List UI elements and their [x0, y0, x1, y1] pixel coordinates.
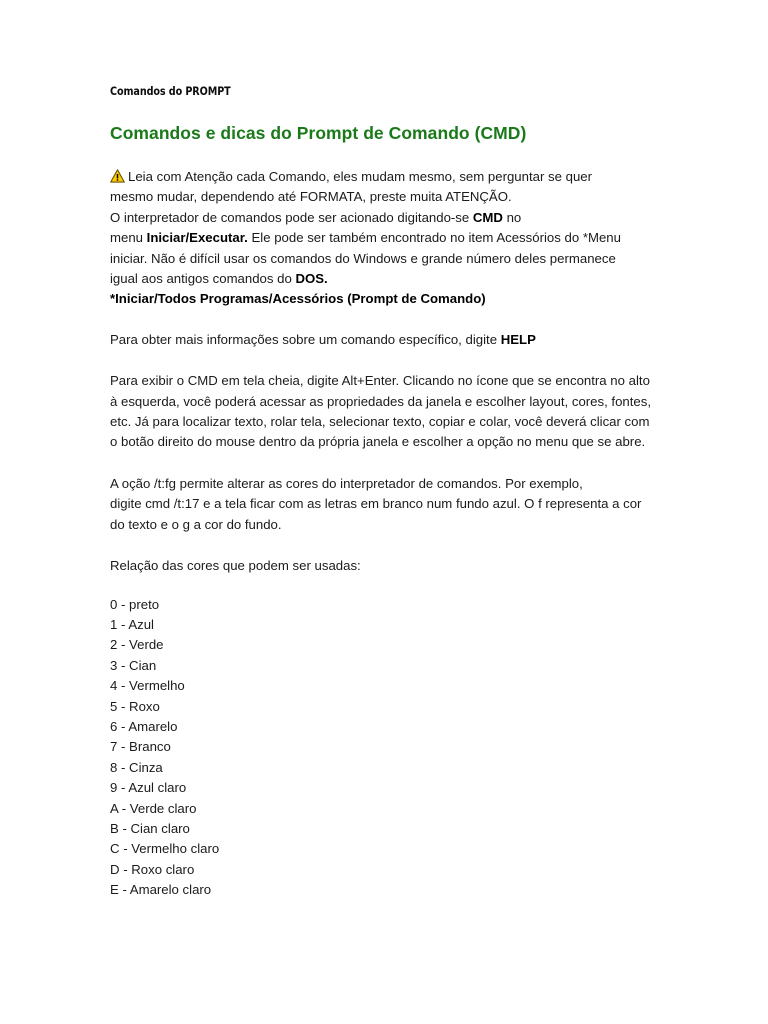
help-paragraph	[110, 330, 655, 350]
intro-line-1: Leia com Atenção cada Comando, eles mudam mesmo, sem perguntar se quer	[128, 169, 593, 184]
list-item: 3 - Cian	[110, 657, 157, 673]
list-item: B - Cian claro	[110, 820, 190, 836]
page-title: Comandos e dicas do Prompt de Comando (CMD)	[110, 123, 527, 143]
tfg-paragraph	[110, 474, 655, 535]
intro-line-4-a: menu	[110, 230, 147, 246]
cmd-bold: CMD	[472, 209, 503, 225]
intro-paragraph	[110, 167, 655, 289]
document-content	[110, 84, 655, 901]
fullscreen-paragraph: Para exibir o CMD em tela cheia, digite Alt+Enter. Clicando no ícone que se encontra no alto à esquerda, você poderá acessar as propriedades da janela e escolher layout, cores, fontes, etc. Já para localizar texto, rolar tela, selecionar texto, copiar e colar, você deverá clicar com o botão direito do mouse dentro da própria janela e escolher a opção no menu que se abre.	[110, 373, 652, 450]
help-bold: HELP	[500, 331, 536, 347]
color-list-intro: Relação das cores que podem ser usadas:	[110, 558, 361, 574]
intro-line-2: mesmo mudar, dependendo até FORMATA, preste muita ATENÇÃO.	[110, 189, 512, 205]
list-item: E - Amarelo claro	[110, 882, 212, 898]
tfg-line-3: do texto e o g a cor do fundo.	[110, 516, 282, 532]
intro-line-4-b: Ele pode ser também encontrado no item Acessórios do *Menu	[247, 230, 621, 246]
list-item: A - Verde claro	[110, 800, 197, 816]
intro-line-3-b: no	[502, 209, 522, 225]
list-item: 0 - preto	[110, 596, 160, 612]
intro-line-3-a: O interpretador de comandos pode ser acionado digitando-se	[110, 209, 473, 225]
iniciar-executar-bold: Iniciar/Executar.	[146, 230, 248, 246]
help-text: Para obter mais informações sobre um comando específico, digite	[110, 331, 501, 347]
color-code-list	[110, 595, 655, 901]
document-title: Comandos do PROMPT	[110, 84, 231, 98]
list-item: 1 - Azul	[110, 616, 154, 632]
list-item: 4 - Vermelho	[110, 678, 185, 694]
list-item: D - Roxo claro	[110, 861, 195, 877]
list-item: 7 - Branco	[110, 739, 171, 755]
section-heading-iniciar: *Iniciar/Todos Programas/Acessórios (Prompt de Comando)	[110, 291, 486, 307]
list-item: 5 - Roxo	[110, 698, 160, 714]
dos-bold: DOS.	[295, 271, 328, 287]
list-item: C - Vermelho claro	[110, 841, 220, 857]
list-item: 2 - Verde	[110, 637, 164, 653]
tfg-line-1: A oção /t:fg permite alterar as cores do interpretador de comandos. Por exemplo,	[110, 475, 583, 491]
list-item: 8 - Cinza	[110, 759, 163, 775]
intro-line-5: iniciar. Não é difícil usar os comandos do Windows e grande número deles permanece	[110, 250, 616, 266]
warning-triangle-icon	[110, 169, 125, 183]
tfg-line-2: digite cmd /t:17 e a tela ficar com as letras em branco num fundo azul. O f representa a cor	[110, 496, 642, 512]
list-item: 9 - Azul claro	[110, 780, 187, 796]
intro-line-6-a: igual aos antigos comandos do	[110, 271, 296, 287]
list-item: 6 - Amarelo	[110, 718, 178, 734]
